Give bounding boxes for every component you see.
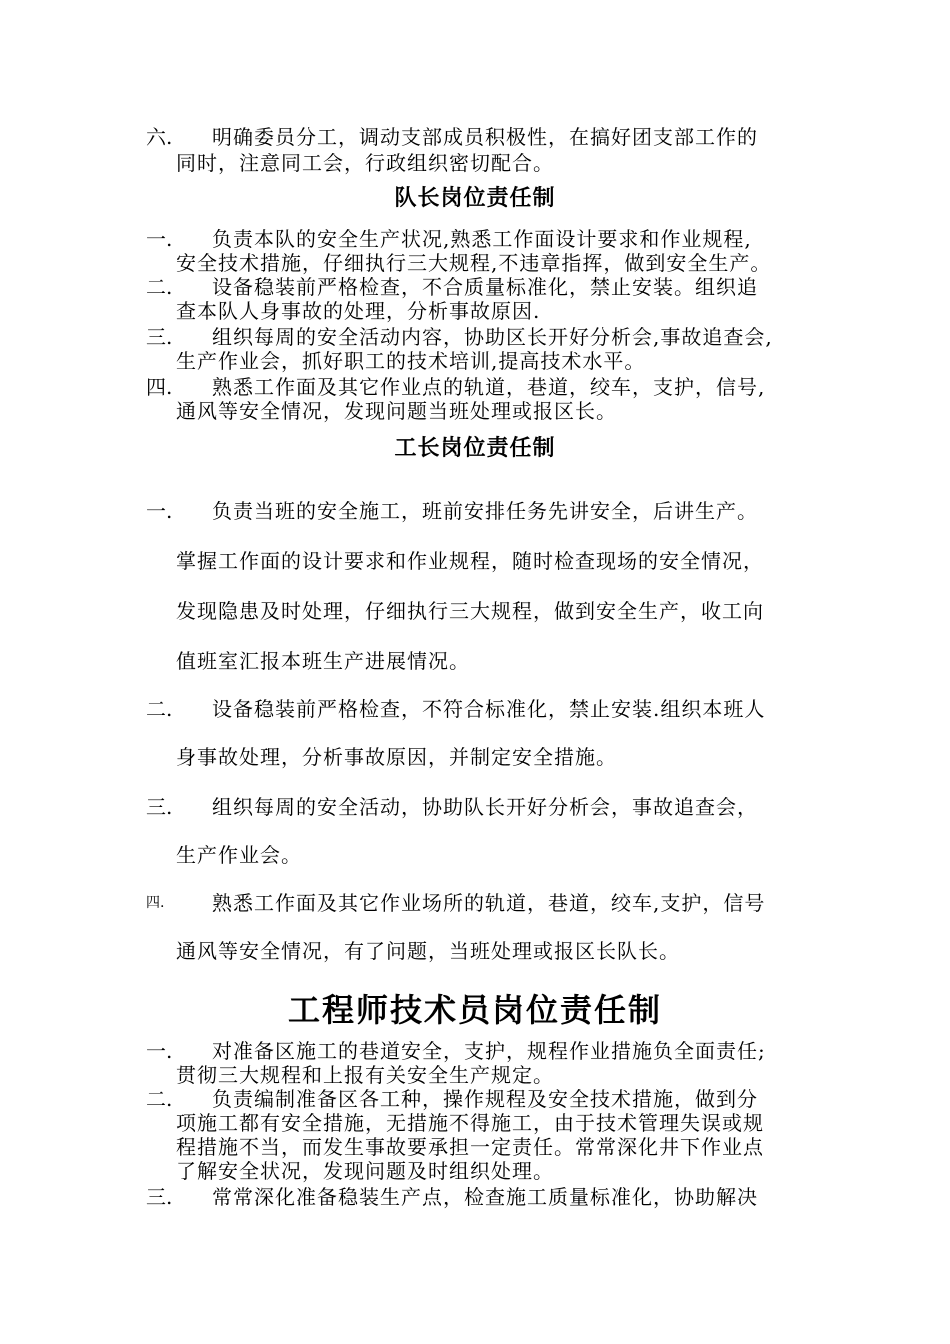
item-text-line: 组织每周的安全活动内容，协助区长开好分析会,事故追查会, [212, 325, 773, 349]
item-number: 三. [146, 325, 173, 349]
item-text-line: 设备稳装前严格检查，不合质量标准化，禁止安装。组织追 [212, 275, 758, 299]
item-number: 六. [146, 125, 173, 149]
item-text-line: 组织每周的安全活动，协助队长开好分析会，事故追查会， [212, 795, 758, 819]
item-number: 一. [146, 499, 173, 523]
item-text-line: 生产作业会，抓好职工的技术培训,提高技术水平。 [176, 349, 646, 373]
item-text-line: 熟悉工作面及其它作业点的轨道，巷道，绞车，支护，信号, [212, 375, 766, 399]
item-text-line: 常常深化准备稳装生产点，检查施工质量标准化，协助解决 [212, 1185, 758, 1209]
item-text-line: 生产作业会。 [176, 843, 302, 867]
item-text-line: 负责当班的安全施工，班前安排任务先讲安全，后讲生产。 [212, 499, 758, 523]
item-text-line: 发现隐患及时处理，仔细执行三大规程，做到安全生产，收工向 [176, 599, 764, 623]
item-number: 三. [146, 1185, 173, 1209]
item-text-line: 贯彻三大规程和上报有关安全生产规定。 [176, 1063, 554, 1087]
item-text-line: 设备稳装前严格检查，不符合标准化，禁止安装.组织本班人 [212, 697, 766, 721]
item-text-line: 值班室汇报本班生产进展情况。 [176, 649, 470, 673]
section-title-engineer: 工程师技术员岗位责任制 [287, 991, 662, 1029]
item-text-line: 同时，注意同工会，行政组织密切配合。 [176, 151, 554, 175]
item-number: 二. [146, 697, 173, 721]
item-text-line: 对准备区施工的巷道安全，支护，规程作业措施负全面责任; [212, 1039, 766, 1063]
item-text-line: 身事故处理，分析事故原因，并制定安全措施。 [176, 745, 617, 769]
item-number: 三. [146, 795, 173, 819]
item-text-line: 负责本队的安全生产状况,熟悉工作面设计要求和作业规程, [212, 227, 752, 251]
item-text-line: 明确委员分工，调动支部成员积极性，在搞好团支部工作的 [212, 125, 758, 149]
item-text-line: 掌握工作面的设计要求和作业规程，随时检查现场的安全情况， [176, 549, 764, 573]
item-text-line: 了解安全状况，发现问题及时组织处理。 [176, 1159, 554, 1183]
item-text-line: 熟悉工作面及其它作业场所的轨道，巷道，绞车,支护，信号 [212, 891, 766, 915]
item-text-line: 负责编制准备区各工种，操作规程及安全技术措施，做到分 [212, 1087, 758, 1111]
item-text-line: 查本队人身事故的处理，分析事故原因. [176, 299, 541, 323]
item-text-line: 程措施不当，而发生事故要承担一定责任。常常深化井下作业点 [176, 1135, 764, 1159]
item-number: 四. [146, 375, 173, 399]
section-title-captain: 队长岗位责任制 [394, 186, 556, 211]
item-number: 一. [146, 227, 173, 251]
item-number: 二. [146, 1087, 173, 1111]
item-number: 一. [146, 1039, 173, 1063]
item-text-line: 通风等安全情况，有了问题，当班处理或报区长队长。 [176, 939, 680, 963]
item-text-line: 通风等安全情况，发现问题当班处理或报区长。 [176, 399, 617, 423]
item-text-line: 项施工都有安全措施，无措施不得施工，由于技术管理失误或规 [176, 1111, 764, 1135]
section-title-foreman: 工长岗位责任制 [394, 436, 556, 461]
item-text-line: 安全技术措施，仔细执行三大规程,不违章指挥，做到安全生产。 [176, 251, 772, 275]
item-number: 四. [146, 895, 165, 911]
item-number: 二. [146, 275, 173, 299]
